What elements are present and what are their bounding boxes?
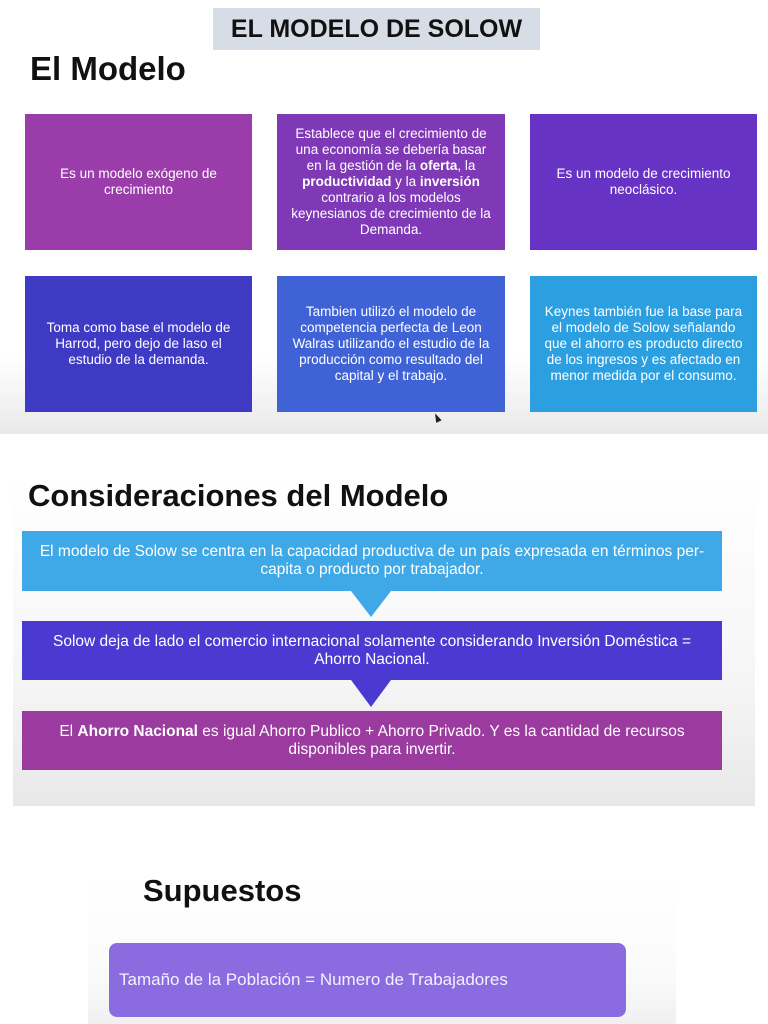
step-text-segment: Solow deja de lado el comercio internacional solamente considerando Inversión Doméstica = Ahorro Nacional. bbox=[52, 632, 691, 668]
card-text-bold: inversión bbox=[419, 174, 480, 189]
supuesto-text: Tamaño de la Población = Numero de Trabajadores bbox=[119, 970, 508, 989]
consideracion-step-2 bbox=[22, 621, 722, 680]
step-text-bold: Ahorro Nacional bbox=[77, 722, 198, 740]
modelo-card-1 bbox=[25, 114, 252, 250]
modelo-card-4 bbox=[25, 276, 252, 412]
step-text bbox=[34, 633, 710, 669]
card-text-segment: Es un modelo exógeno de crecimiento bbox=[60, 166, 217, 197]
page-title: EL MODELO DE SOLOW bbox=[230, 14, 523, 43]
consideracion-step-3 bbox=[22, 711, 722, 770]
modelo-card-text bbox=[35, 166, 242, 198]
step-text-segment: El modelo de Solow se centra en la capacidad productiva de un país expresada en términos per-capita o producto por trabajador. bbox=[39, 543, 705, 578]
down-arrow-icon bbox=[351, 591, 391, 617]
modelo-card-text bbox=[540, 166, 747, 198]
section-heading-modelo: El Modelo bbox=[30, 50, 186, 87]
card-text-segment: Toma como base el modelo de Harrod, pero dejo de laso el estudio de la demanda. bbox=[46, 320, 231, 367]
modelo-card-5 bbox=[277, 276, 505, 412]
card-text-segment: Tambien utilizó el modelo de competencia perfecta de Leon Walras utilizando el estudio de la producción como resultado del capital y el trabajo. bbox=[292, 304, 490, 383]
supuesto-item bbox=[109, 943, 626, 1017]
page-title-banner bbox=[213, 8, 540, 50]
consideracion-step-1 bbox=[22, 531, 722, 591]
card-text-segment: contrario a los modelos keynesianos de crecimiento de la Demanda. bbox=[291, 190, 491, 237]
modelo-card-text bbox=[35, 320, 242, 368]
modelo-card-text bbox=[540, 304, 747, 384]
card-text-segment: Es un modelo de crecimiento neoclásico. bbox=[556, 166, 731, 197]
card-text-segment: , la bbox=[457, 158, 476, 173]
modelo-card-text bbox=[287, 304, 495, 384]
card-text-segment: Establece que el crecimiento de una economía se debería basar en la gestión de la bbox=[295, 126, 487, 173]
step-text-segment: El bbox=[59, 722, 78, 740]
down-arrow-icon bbox=[351, 680, 391, 707]
modelo-card-2 bbox=[277, 114, 505, 250]
modelo-card-3 bbox=[530, 114, 757, 250]
card-text-segment: y la bbox=[391, 174, 420, 189]
card-text-segment: Keynes también fue la base para el modelo de Solow señalando que el ahorro es producto directo de los ingresos y es afectado en menor medida por el consumo. bbox=[544, 304, 743, 383]
card-text-bold: oferta bbox=[419, 158, 458, 173]
step-text-segment: es igual Ahorro Publico + Ahorro Privado. Y es la cantidad de recursos disponibles para invertir. bbox=[197, 722, 685, 758]
section-heading-consideraciones: Consideraciones del Modelo bbox=[28, 478, 449, 513]
step-text bbox=[34, 543, 710, 579]
section-heading-supuestos: Supuestos bbox=[143, 873, 302, 908]
step-text bbox=[34, 723, 710, 759]
card-text-bold: productividad bbox=[302, 174, 392, 189]
modelo-card-6 bbox=[530, 276, 757, 412]
modelo-card-text bbox=[287, 126, 495, 238]
